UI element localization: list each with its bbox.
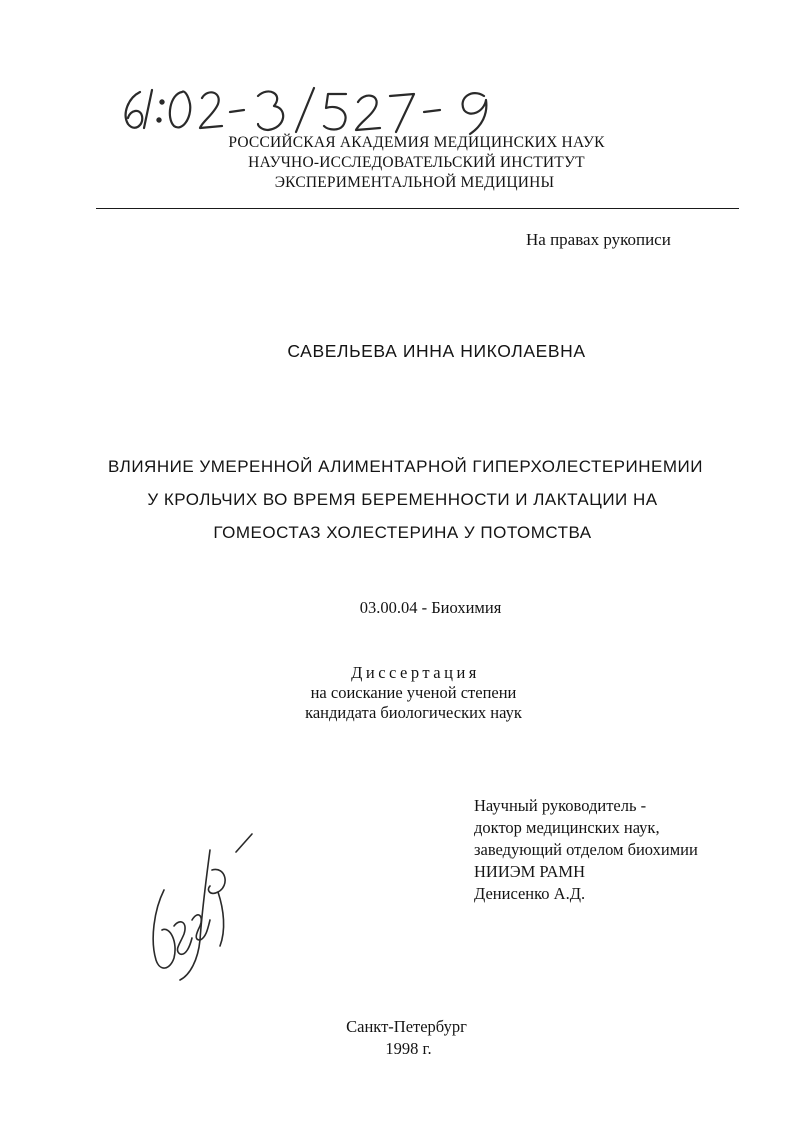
title-line: У КРОЛЬЧИХ ВО ВРЕМЯ БЕРЕМЕННОСТИ И ЛАКТАЦИИ НА <box>147 490 658 509</box>
supervisor-line: НИИЭМ РАМН <box>474 862 586 881</box>
specialty-code: 03.00.04 - Биохимия <box>359 598 502 617</box>
handwritten-archive-code <box>118 78 518 138</box>
dissertation-title <box>0 450 793 549</box>
year: 1998 г. <box>385 1039 432 1058</box>
degree-description <box>0 663 793 723</box>
manuscript-note: На правах рукописи <box>526 230 671 249</box>
supervisor-block <box>474 795 698 905</box>
header-line: ЭКСПЕРИМЕНТАЛЬНОЙ МЕДИЦИНЫ <box>274 174 555 191</box>
city: Санкт-Петербург <box>346 1017 467 1036</box>
supervisor-line: Научный руководитель - <box>474 796 647 815</box>
header-line: РОССИЙСКАЯ АКАДЕМИЯ МЕДИЦИНСКИХ НАУК <box>228 134 605 151</box>
degree-line: на соискание ученой степени <box>310 683 517 702</box>
degree-line: кандидата биологических наук <box>305 703 522 722</box>
supervisor-line: заведующий отделом биохимии <box>474 840 698 859</box>
dissertation-label: Диссертация <box>351 663 480 682</box>
header-divider <box>96 208 739 209</box>
handwritten-signature <box>140 830 270 985</box>
place-and-year <box>0 1016 793 1060</box>
supervisor-name: Денисенко А.Д. <box>474 884 586 903</box>
author-name: САВЕЛЬЕВА ИННА НИКОЛАЕВНА <box>287 341 586 361</box>
header-line: НАУЧНО-ИССЛЕДОВАТЕЛЬСКИЙ ИНСТИТУТ <box>248 154 585 171</box>
title-line: ГОМЕОСТАЗ ХОЛЕСТЕРИНА У ПОТОМСТВА <box>213 523 592 542</box>
supervisor-line: доктор медицинских наук, <box>474 818 660 837</box>
institution-header <box>0 133 793 193</box>
title-line: ВЛИЯНИЕ УМЕРЕННОЙ АЛИМЕНТАРНОЙ ГИПЕРХОЛЕСТЕРИНЕМИИ <box>108 457 703 476</box>
